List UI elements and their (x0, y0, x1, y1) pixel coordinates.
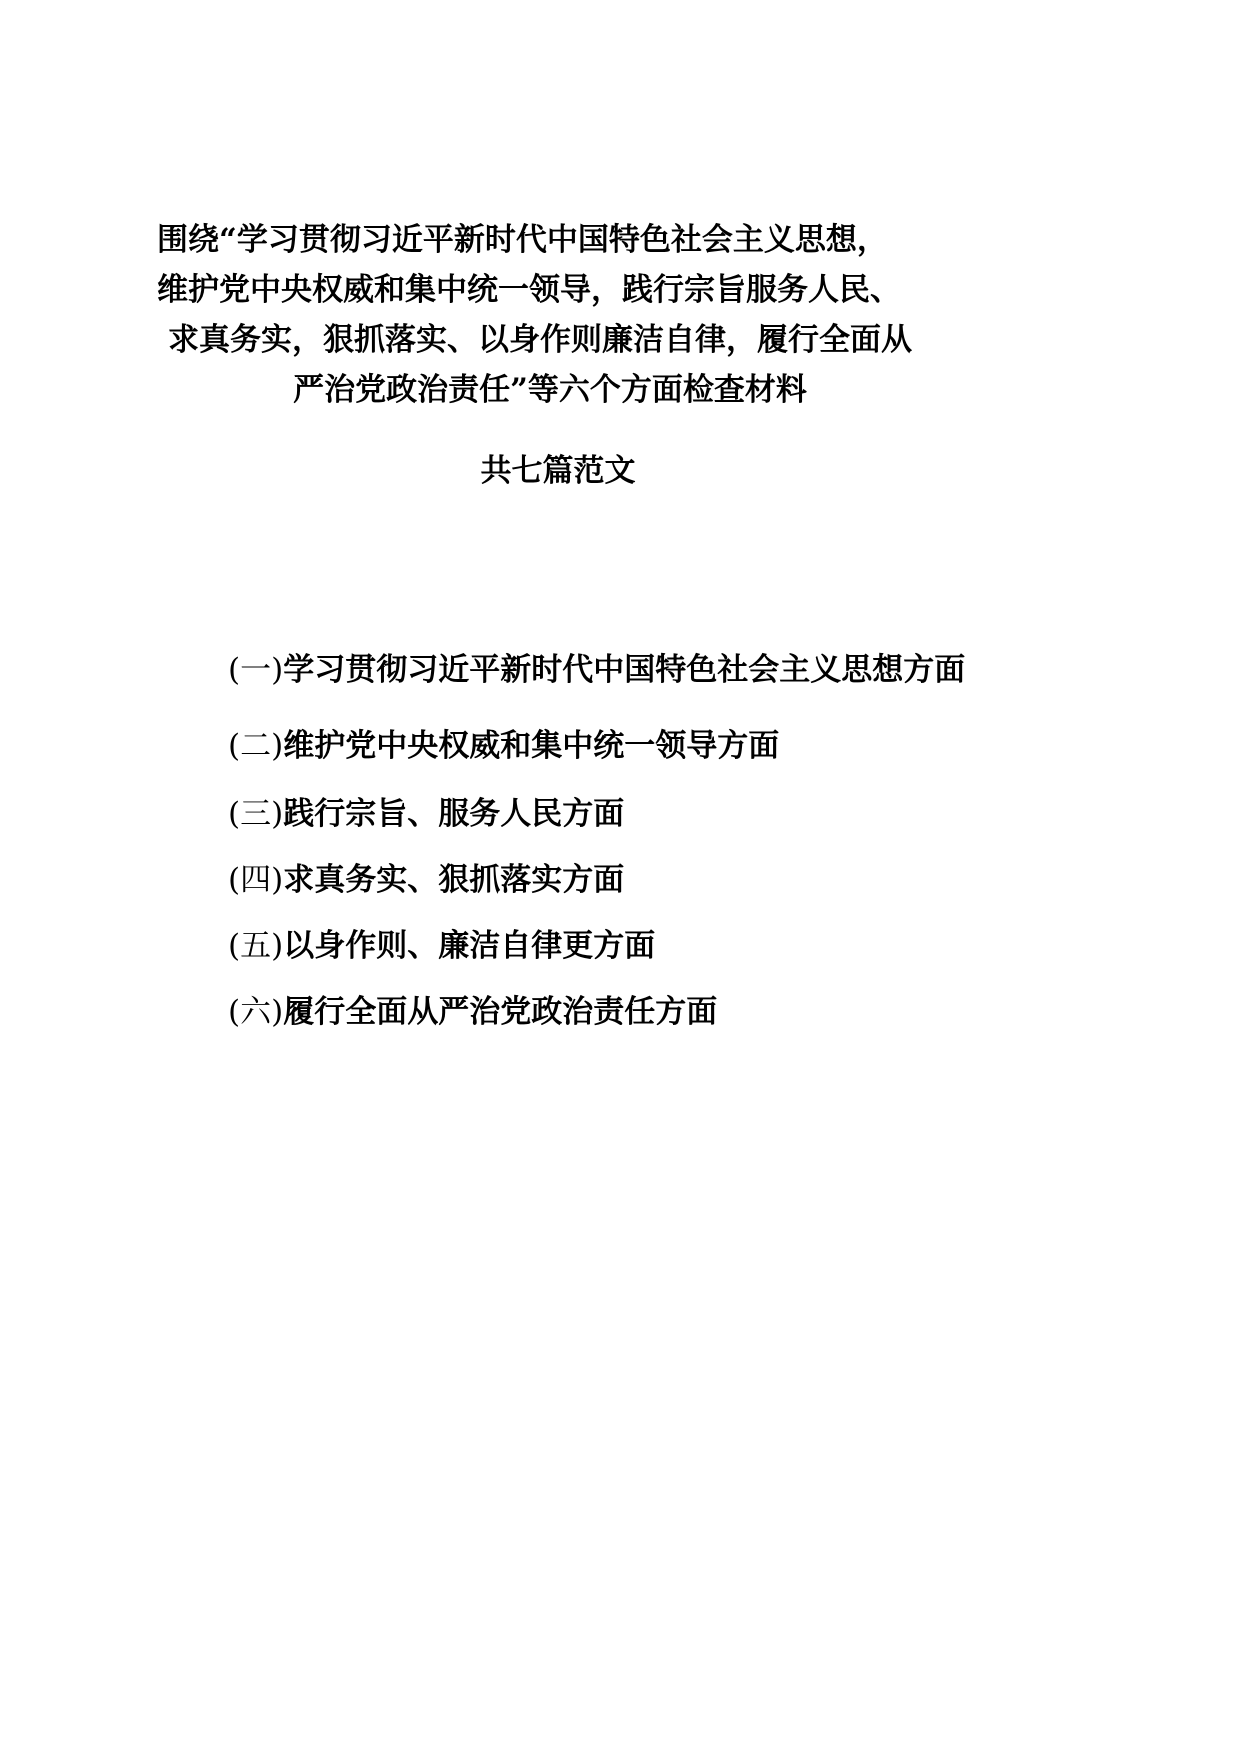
toc-item-5 (228, 924, 655, 968)
toc-item-3-number: (三) (228, 796, 284, 832)
document-title (140, 215, 970, 415)
title-line-4: 严治党政治责任”等六个方面检查材料 (293, 372, 807, 408)
toc-item-5-number: (五) (228, 928, 284, 964)
toc-item-4 (228, 858, 624, 902)
toc-item-4-number: (四) (228, 862, 284, 898)
toc-item-2-text: 维护党中央权威和集中统一领导方面 (283, 728, 780, 764)
toc-item-3-text: 践行宗旨、服务人民方面 (283, 796, 625, 832)
toc-item-5-text: 以身作则、廉洁自律更方面 (283, 928, 656, 964)
document-subtitle: 共七篇范文 (480, 453, 636, 489)
toc-item-1 (228, 648, 965, 692)
title-line-3: 求真务实，狠抓落实、以身作则廉洁自律，履行全面从 (168, 322, 912, 358)
toc-item-2 (228, 724, 779, 768)
toc-item-4-text: 求真务实、狠抓落实方面 (283, 862, 625, 898)
title-line-1: 围绕“学习贯彻习近平新时代中国特色社会主义思想， (157, 222, 888, 258)
toc-item-1-number: (一) (228, 652, 284, 688)
toc-item-2-number: (二) (228, 728, 284, 764)
toc-item-6-text: 履行全面从严治党政治责任方面 (283, 994, 718, 1030)
toc-item-6-number: (六) (228, 994, 284, 1030)
toc-item-6 (228, 990, 717, 1034)
toc-item-1-text: 学习贯彻习近平新时代中国特色社会主义思想方面 (283, 652, 966, 688)
toc-item-3 (228, 792, 624, 836)
title-line-2: 维护党中央权威和集中统一领导，践行宗旨服务人民、 (157, 272, 901, 308)
